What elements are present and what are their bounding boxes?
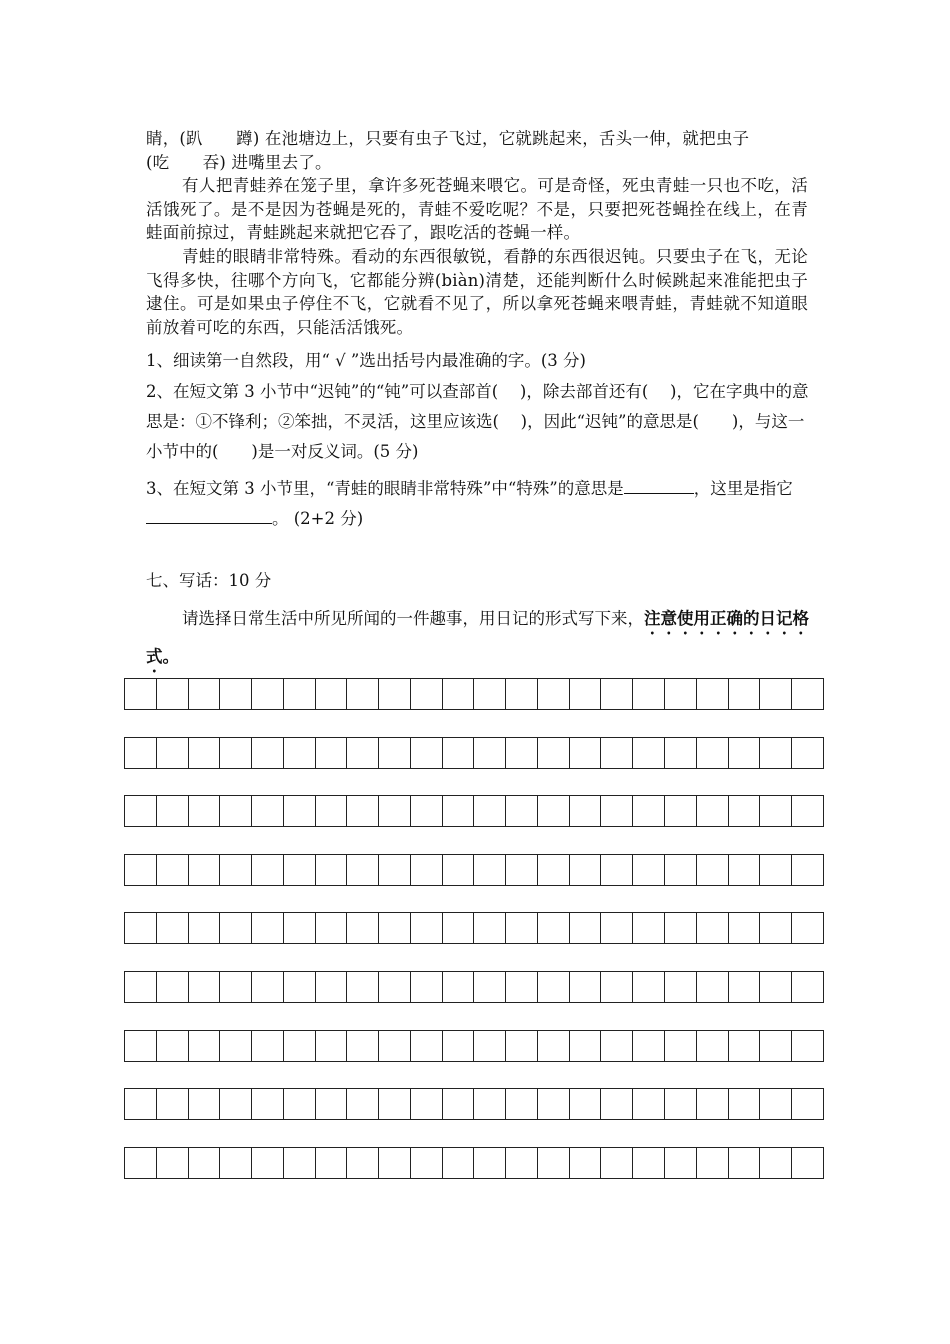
writing-grid-cell[interactable]	[760, 1089, 792, 1119]
writing-grid-cell[interactable]	[538, 1031, 570, 1061]
writing-grid-cell[interactable]	[316, 679, 348, 709]
writing-grid-cell[interactable]	[125, 972, 157, 1002]
writing-grid-cell[interactable]	[252, 738, 284, 768]
writing-grid-cell[interactable]	[379, 738, 411, 768]
writing-grid-cell[interactable]	[601, 1031, 633, 1061]
writing-grid-cell[interactable]	[633, 796, 665, 826]
writing-grid-cell[interactable]	[379, 1031, 411, 1061]
writing-grid-cell[interactable]	[125, 855, 157, 885]
writing-grid-cell[interactable]	[760, 855, 792, 885]
writing-grid-cell[interactable]	[220, 1148, 252, 1178]
writing-grid-cell[interactable]	[443, 1148, 475, 1178]
question-3-text-b: ，这里是指它	[693, 479, 793, 498]
writing-grid-cell[interactable]	[729, 1031, 761, 1061]
writing-grid-cell[interactable]	[189, 972, 221, 1002]
writing-grid-cell[interactable]	[125, 913, 157, 943]
writing-grid-cell[interactable]	[633, 679, 665, 709]
writing-grid-cell[interactable]	[760, 972, 792, 1002]
question-3-text-a: 3、在短文第 3 小节里，“青蛙的眼睛非常特殊”中“特殊”的意思是	[146, 479, 624, 498]
writing-grid-cell[interactable]	[379, 1089, 411, 1119]
writing-grid-cell[interactable]	[284, 796, 316, 826]
writing-grid-cell[interactable]	[284, 1148, 316, 1178]
writing-grid-cell[interactable]	[157, 913, 189, 943]
writing-grid-cell[interactable]	[538, 972, 570, 1002]
writing-grid-cell[interactable]	[792, 679, 823, 709]
writing-grid-cell[interactable]	[125, 796, 157, 826]
writing-grid-cell[interactable]	[411, 796, 443, 826]
writing-grid-cell[interactable]	[284, 855, 316, 885]
writing-grid-cell[interactable]	[443, 796, 475, 826]
writing-grid-cell[interactable]	[157, 1089, 189, 1119]
writing-grid-cell[interactable]	[760, 913, 792, 943]
writing-grid-cell[interactable]	[506, 796, 538, 826]
writing-grid-cell[interactable]	[252, 855, 284, 885]
writing-grid-cell[interactable]	[474, 1031, 506, 1061]
writing-grid-cell[interactable]	[125, 679, 157, 709]
writing-grid-row[interactable]	[124, 1030, 824, 1062]
writing-grid-cell[interactable]	[125, 738, 157, 768]
writing-grid-cell[interactable]	[125, 1089, 157, 1119]
writing-grid-cell[interactable]	[697, 1089, 729, 1119]
writing-grid-cell[interactable]	[157, 1031, 189, 1061]
writing-grid-cell[interactable]	[697, 738, 729, 768]
writing-grid-cell[interactable]	[697, 972, 729, 1002]
writing-grid-cell[interactable]	[443, 1031, 475, 1061]
writing-grid-cell[interactable]	[220, 796, 252, 826]
writing-grid-cell[interactable]	[252, 972, 284, 1002]
writing-grid-cell[interactable]	[570, 972, 602, 1002]
writing-grid-row[interactable]	[124, 912, 824, 944]
writing-grid-cell[interactable]	[570, 796, 602, 826]
writing-grid-cell[interactable]	[189, 738, 221, 768]
answer-blank-refers[interactable]	[146, 505, 272, 524]
section-7-title: 七、写话：10 分	[146, 571, 272, 590]
writing-grid-cell[interactable]	[633, 972, 665, 1002]
writing-grid-cell[interactable]	[665, 1148, 697, 1178]
writing-grid-cell[interactable]	[189, 1089, 221, 1119]
writing-grid-cell[interactable]	[601, 913, 633, 943]
writing-grid-cell[interactable]	[760, 796, 792, 826]
writing-grid-cell[interactable]	[443, 855, 475, 885]
writing-grid-cell[interactable]	[665, 913, 697, 943]
writing-grid-cell[interactable]	[633, 913, 665, 943]
passage-paragraph-2: 有人把青蛙养在笼子里，拿许多死苍蝇来喂它。可是奇怪，死虫青蛙一只也不吃，活活饿死了。是不是因为苍蝇是死的，青蛙不爱吃呢？不是，只要把死苍蝇拴在线上，在青蛙面前掠过，青蛙跳起来就把它吞了，跟吃活的苍蝇一样。	[146, 176, 808, 243]
writing-grid-cell[interactable]	[411, 679, 443, 709]
writing-grid-cell[interactable]	[411, 738, 443, 768]
writing-grid-cell[interactable]	[792, 796, 823, 826]
writing-grid-cell[interactable]	[316, 855, 348, 885]
passage-line-1: 睛，(趴 蹲) 在池塘边上，只要有虫子飞过，它就跳起来，舌头一伸，就把虫子	[146, 129, 750, 148]
question-1: 1、细读第一自然段，用“ √ ”选出括号内最准确的字。(3 分)	[146, 351, 586, 370]
writing-grid-cell[interactable]	[220, 913, 252, 943]
writing-grid-cell[interactable]	[506, 738, 538, 768]
writing-grid-cell[interactable]	[189, 679, 221, 709]
writing-grid-cell[interactable]	[347, 913, 379, 943]
writing-grid-cell[interactable]	[474, 738, 506, 768]
writing-grid-cell[interactable]	[570, 913, 602, 943]
writing-grid-cell[interactable]	[347, 738, 379, 768]
writing-grid-cell[interactable]	[411, 1031, 443, 1061]
writing-grid-cell[interactable]	[443, 1089, 475, 1119]
writing-grid-cell[interactable]	[157, 796, 189, 826]
writing-grid-cell[interactable]	[506, 855, 538, 885]
writing-grid-cell[interactable]	[601, 1148, 633, 1178]
writing-grid-cell[interactable]	[220, 738, 252, 768]
writing-grid-cell[interactable]	[252, 1148, 284, 1178]
writing-grid-cell[interactable]	[792, 1031, 823, 1061]
writing-grid-cell[interactable]	[697, 796, 729, 826]
writing-prompt	[146, 600, 810, 676]
writing-grid-cell[interactable]	[474, 1089, 506, 1119]
writing-grid-cell[interactable]	[601, 679, 633, 709]
writing-grid-cell[interactable]	[601, 738, 633, 768]
writing-grid-cell[interactable]	[538, 1089, 570, 1119]
writing-grid-cell[interactable]	[316, 738, 348, 768]
writing-grid-cell[interactable]	[474, 796, 506, 826]
writing-grid-cell[interactable]	[538, 796, 570, 826]
writing-grid-cell[interactable]	[157, 855, 189, 885]
writing-grid-cell[interactable]	[633, 1031, 665, 1061]
writing-grid-cell[interactable]	[474, 972, 506, 1002]
writing-grid-cell[interactable]	[220, 972, 252, 1002]
writing-grid-cell[interactable]	[347, 972, 379, 1002]
writing-grid-cell[interactable]	[760, 738, 792, 768]
writing-grid-cell[interactable]	[220, 1031, 252, 1061]
writing-grid-cell[interactable]	[665, 738, 697, 768]
writing-grid-cell[interactable]	[506, 1089, 538, 1119]
writing-grid-cell[interactable]	[284, 1031, 316, 1061]
writing-grid-cell[interactable]	[411, 972, 443, 1002]
writing-grid-cell[interactable]	[665, 679, 697, 709]
writing-grid-cell[interactable]	[411, 913, 443, 943]
writing-grid-cell[interactable]	[157, 1148, 189, 1178]
writing-grid-cell[interactable]	[792, 1089, 823, 1119]
writing-grid-cell[interactable]	[252, 1031, 284, 1061]
writing-grid-row[interactable]	[124, 854, 824, 886]
writing-grid-cell[interactable]	[665, 796, 697, 826]
writing-grid-cell[interactable]	[252, 796, 284, 826]
passage-paragraph-3: 青蛙的眼睛非常特殊。看动的东西很敏锐，看静的东西很迟钝。只要虫子在飞，无论飞得多快，往哪个方向飞，它都能分辨(biàn)清楚，还能判断什么时候跳起来准能把虫子逮住。可是如果虫子停住不飞，它就看不见了，所以拿死苍蝇来喂青蛙，青蛙就不知道眼前放着可吃的东西，只能活活饿死。	[146, 246, 808, 337]
writing-grid-cell[interactable]	[347, 1148, 379, 1178]
writing-grid-cell[interactable]	[538, 738, 570, 768]
writing-grid-cell[interactable]	[316, 1031, 348, 1061]
writing-grid-cell[interactable]	[347, 1089, 379, 1119]
writing-grid-cell[interactable]	[506, 972, 538, 1002]
writing-grid-cell[interactable]	[760, 679, 792, 709]
writing-grid-cell[interactable]	[506, 1031, 538, 1061]
writing-grid-cell[interactable]	[538, 913, 570, 943]
writing-grid-cell[interactable]	[729, 796, 761, 826]
writing-grid-cell[interactable]	[729, 972, 761, 1002]
writing-grid-cell[interactable]	[570, 1148, 602, 1178]
writing-grid-cell[interactable]	[284, 972, 316, 1002]
writing-grid-cell[interactable]	[474, 679, 506, 709]
writing-grid-cell[interactable]	[316, 972, 348, 1002]
writing-grid-cell[interactable]	[633, 855, 665, 885]
passage-line-2: (吃 吞) 进嘴里去了。	[146, 152, 332, 172]
writing-grid-cell[interactable]	[411, 1148, 443, 1178]
writing-prompt-emphasis: 注意使用正确的日记格式。	[146, 609, 809, 666]
writing-grid-cell[interactable]	[157, 679, 189, 709]
answer-blank-meaning[interactable]	[624, 475, 694, 494]
writing-grid-cell[interactable]	[729, 1089, 761, 1119]
writing-grid-row[interactable]	[124, 678, 824, 710]
writing-grid-cell[interactable]	[474, 913, 506, 943]
writing-grid-cell[interactable]	[633, 1089, 665, 1119]
writing-grid-cell[interactable]	[538, 855, 570, 885]
reading-passage	[146, 127, 808, 339]
writing-grid-cell[interactable]	[665, 972, 697, 1002]
writing-grid-cell[interactable]	[506, 679, 538, 709]
writing-grid-cell[interactable]	[633, 738, 665, 768]
writing-grid-cell[interactable]	[284, 1089, 316, 1119]
writing-grid-cell[interactable]	[697, 1031, 729, 1061]
writing-grid-cell[interactable]	[697, 679, 729, 709]
writing-grid-cell[interactable]	[474, 855, 506, 885]
writing-grid-row[interactable]	[124, 971, 824, 1003]
writing-grid-cell[interactable]	[665, 855, 697, 885]
writing-grid-cell[interactable]	[379, 972, 411, 1002]
writing-grid-cell[interactable]	[760, 1031, 792, 1061]
writing-grid-cell[interactable]	[729, 913, 761, 943]
writing-grid-row[interactable]	[124, 795, 824, 827]
writing-grid-cell[interactable]	[570, 1031, 602, 1061]
writing-grid-cell[interactable]	[316, 1089, 348, 1119]
writing-grid-cell[interactable]	[347, 855, 379, 885]
writing-grid-cell[interactable]	[284, 738, 316, 768]
writing-grid-cell[interactable]	[157, 972, 189, 1002]
writing-grid-cell[interactable]	[792, 972, 823, 1002]
writing-grid-cell[interactable]	[189, 1031, 221, 1061]
writing-grid-cell[interactable]	[570, 679, 602, 709]
writing-grid-cell[interactable]	[157, 738, 189, 768]
writing-grid-cell[interactable]	[316, 913, 348, 943]
writing-grid-cell[interactable]	[347, 1031, 379, 1061]
writing-grid-cell[interactable]	[252, 913, 284, 943]
writing-grid-cell[interactable]	[729, 855, 761, 885]
writing-grid-cell[interactable]	[252, 679, 284, 709]
writing-grid-cell[interactable]	[220, 1089, 252, 1119]
question-3-text-c: 。 (2+2 分)	[272, 509, 364, 528]
writing-grid-cell[interactable]	[697, 855, 729, 885]
writing-grid-cell[interactable]	[220, 855, 252, 885]
writing-grid-cell[interactable]	[189, 1148, 221, 1178]
writing-prompt-text: 请选择日常生活中所见所闻的一件趣事，用日记的形式写下来，	[182, 609, 644, 628]
writing-grid-cell[interactable]	[729, 738, 761, 768]
writing-grid-cell[interactable]	[792, 855, 823, 885]
writing-grid-cell[interactable]	[379, 913, 411, 943]
writing-grid-cell[interactable]	[189, 855, 221, 885]
writing-grid-cell[interactable]	[379, 1148, 411, 1178]
writing-grid-row[interactable]	[124, 1088, 824, 1120]
writing-grid-cell[interactable]	[601, 1089, 633, 1119]
writing-grid-cell[interactable]	[792, 738, 823, 768]
writing-grid-cell[interactable]	[665, 1089, 697, 1119]
writing-grid-cell[interactable]	[665, 1031, 697, 1061]
writing-grid-cell[interactable]	[570, 738, 602, 768]
writing-grid-cell[interactable]	[316, 796, 348, 826]
writing-grid-cell[interactable]	[506, 1148, 538, 1178]
writing-grid-cell[interactable]	[443, 913, 475, 943]
writing-grid-cell[interactable]	[601, 855, 633, 885]
writing-grid-cell[interactable]	[125, 1148, 157, 1178]
writing-grid-cell[interactable]	[411, 855, 443, 885]
writing-grid-cell[interactable]	[443, 738, 475, 768]
writing-grid-row[interactable]	[124, 737, 824, 769]
writing-grid-cell[interactable]	[379, 796, 411, 826]
writing-grid-row[interactable]	[124, 1147, 824, 1179]
writing-grid-cell[interactable]	[601, 972, 633, 1002]
writing-grid-cell[interactable]	[379, 855, 411, 885]
writing-grid-cell[interactable]	[347, 796, 379, 826]
writing-grid-cell[interactable]	[443, 972, 475, 1002]
writing-grid-cell[interactable]	[189, 796, 221, 826]
writing-grid-cell[interactable]	[760, 1148, 792, 1178]
writing-grid-cell[interactable]	[379, 679, 411, 709]
writing-grid-cell[interactable]	[284, 913, 316, 943]
writing-grid-cell[interactable]	[347, 679, 379, 709]
writing-grid-cell[interactable]	[443, 679, 475, 709]
writing-grid-cell[interactable]	[697, 1148, 729, 1178]
writing-grid-cell[interactable]	[411, 1089, 443, 1119]
writing-grid-cell[interactable]	[125, 1031, 157, 1061]
writing-grid-cell[interactable]	[284, 679, 316, 709]
writing-grid-cell[interactable]	[601, 796, 633, 826]
writing-grid-cell[interactable]	[316, 1148, 348, 1178]
writing-grid-cell[interactable]	[729, 679, 761, 709]
writing-grid-cell[interactable]	[538, 679, 570, 709]
writing-grid-cell[interactable]	[792, 1148, 823, 1178]
writing-grid-cell[interactable]	[570, 1089, 602, 1119]
writing-grid-cell[interactable]	[220, 679, 252, 709]
writing-grid-cell[interactable]	[792, 913, 823, 943]
writing-grid-cell[interactable]	[538, 1148, 570, 1178]
writing-grid-cell[interactable]	[506, 913, 538, 943]
writing-grid-cell[interactable]	[570, 855, 602, 885]
question-3	[146, 474, 810, 534]
writing-grid-cell[interactable]	[633, 1148, 665, 1178]
writing-grid-cell[interactable]	[474, 1148, 506, 1178]
question-2: 2、在短文第 3 小节中“迟钝”的“钝”可以查部首( )，除去部首还有( )，它在字典中的意思是：①不锋利；②笨拙，不灵活，这里应该选( )，因此“迟钝”的意思是( )，与这一小节中的( )是一对反义词。(5 分)	[146, 382, 809, 461]
writing-grid-cell[interactable]	[252, 1089, 284, 1119]
writing-grid-cell[interactable]	[189, 913, 221, 943]
writing-grid-cell[interactable]	[729, 1148, 761, 1178]
writing-grid-cell[interactable]	[697, 913, 729, 943]
